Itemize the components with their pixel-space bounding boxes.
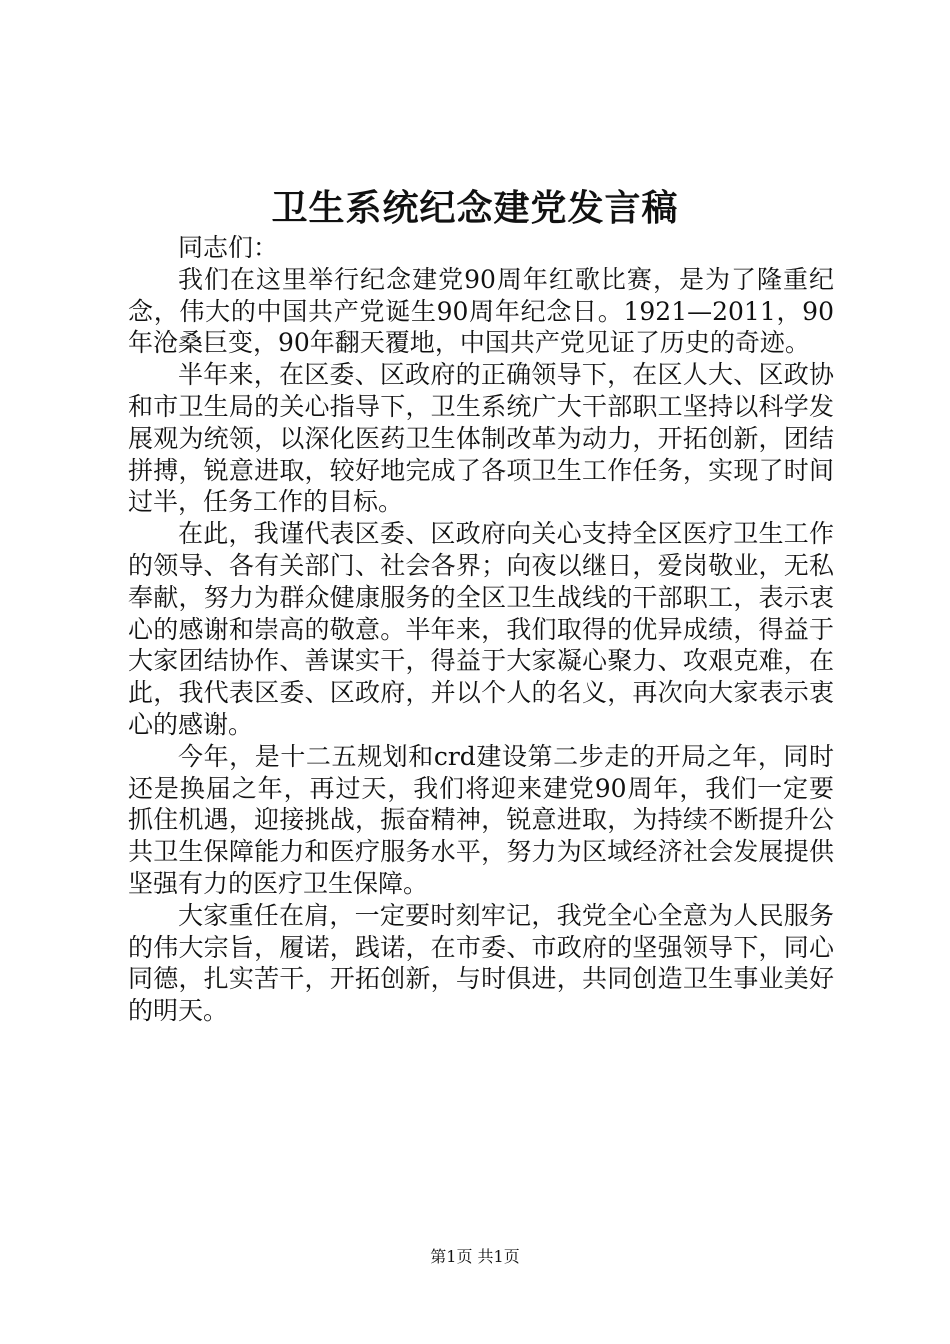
paragraph-1: 我们在这里举行纪念建党90周年红歌比赛，是为了隆重纪念，伟大的中国共产党诞生90周年纪念日。1921—2011，90年沧桑巨变，90年翻天覆地，中国共产党见证了历史的奇迹。 xyxy=(128,264,834,358)
page-number: 第1页 共1页 xyxy=(430,1247,520,1266)
paragraph-3: 在此，我谨代表区委、区政府向关心支持全区医疗卫生工作的领导、各有关部门、社会各界；向夜以继日，爱岗敬业，无私奉献，努力为群众健康服务的全区卫生战线的干部职工，表示衷心的感谢和崇高的敬意。半年来，我们取得的优异成绩，得益于大家团结协作、善谋实干，得益于大家凝心聚力、攻艰克难，在此，我代表区委、区政府，并以个人的名义，再次向大家表示衷心的感谢。 xyxy=(128,519,834,739)
document-body xyxy=(128,232,834,1027)
paragraph-2: 半年来，在区委、区政府的正确领导下，在区人大、区政协和市卫生局的关心指导下，卫生系统广大干部职工坚持以科学发展观为统领，以深化医药卫生体制改革为动力，开拓创新，团结拼搏，锐意进取，较好地完成了各项卫生工作任务，实现了时间过半，任务工作的目标。 xyxy=(128,360,834,517)
paragraph-4: 今年，是十二五规划和crd建设第二步走的开局之年，同时还是换届之年，再过天，我们将迎来建党90周年，我们一定要抓住机遇，迎接挑战，振奋精神，锐意进取，为持续不断提升公共卫生保障能力和医疗服务水平，努力为区域经济社会发展提供坚强有力的医疗卫生保障。 xyxy=(128,741,834,898)
paragraph-5: 大家重任在肩，一定要时刻牢记，我党全心全意为人民服务的伟大宗旨，履诺，践诺，在市委、市政府的坚强领导下，同心同德，扎实苦干，开拓创新，与时俱进，共同创造卫生事业美好的明天。 xyxy=(128,900,834,1026)
document-title: 卫生系统纪念建党发言稿 xyxy=(271,188,679,229)
greeting: 同志们： xyxy=(178,233,279,262)
